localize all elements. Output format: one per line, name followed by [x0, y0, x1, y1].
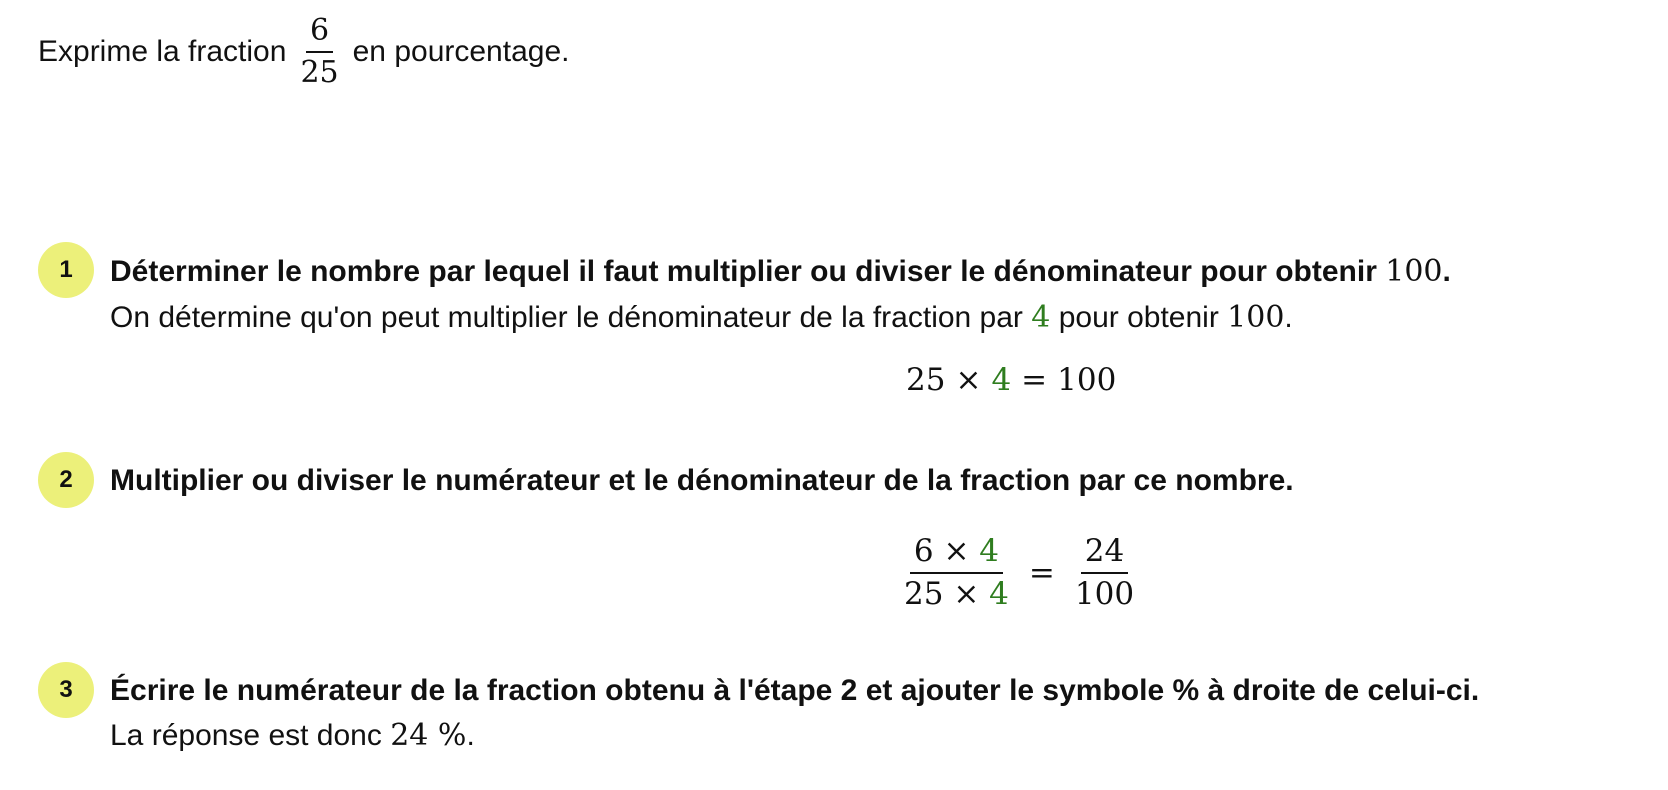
question-text-before: Exprime la fraction [38, 35, 287, 68]
step-3-answer: 24 % [390, 718, 467, 753]
step-1-title-text: Déterminer le nombre par lequel il faut multiplier ou diviser le dénominateur pour obtenir [110, 255, 1377, 288]
step-1-text [110, 300, 1293, 335]
step-1-eq-b: 4 [991, 362, 1012, 398]
step-2-equation [894, 533, 1144, 612]
step-1-text-before: On détermine qu'on peut multiplier le dénominateur de la fraction par [110, 301, 1023, 334]
question-fraction [296, 13, 342, 90]
step-2-eq-equals: = [1028, 555, 1055, 591]
step-2-left-fraction [900, 533, 1013, 612]
step-1-text-factor: 4 [1031, 300, 1051, 335]
step-2-num-b: 4 [979, 533, 1000, 569]
step-2-badge: 2 [38, 452, 94, 508]
step-1-text-end: . [1284, 301, 1293, 334]
step-3-text-end: . [466, 719, 475, 752]
step-1-equation [906, 362, 1116, 398]
step-2-num-times: × [943, 533, 970, 569]
step-2-right-fraction [1071, 533, 1138, 612]
step-1-badge: 1 [38, 242, 94, 298]
step-1-title-math: 100 [1385, 254, 1443, 289]
step-1-eq-times: × [955, 362, 982, 398]
step-1-eq-result: 100 [1057, 362, 1117, 398]
step-2-den-times: × [953, 576, 980, 612]
question-text-after: en pourcentage. [352, 35, 570, 68]
step-3-text [110, 718, 475, 753]
step-1-eq-a: 25 [906, 362, 946, 398]
step-3-title: Écrire le numérateur de la fraction obtenu à l'étape 2 et ajouter le symbole % à droite de celui-ci. [110, 674, 1480, 707]
question-fraction-denominator: 25 [300, 55, 339, 90]
question [38, 13, 570, 90]
step-2-title: Multiplier ou diviser le numérateur et le dénominateur de la fraction par ce nombre. [110, 464, 1294, 497]
step-3-badge: 3 [38, 662, 94, 718]
step-1-eq-equals: = [1021, 362, 1048, 398]
step-2-left-numerator [910, 533, 1003, 574]
step-3-text-before: La réponse est donc [110, 719, 382, 752]
step-2-num-a: 6 [913, 533, 934, 569]
step-1-text-value: 100 [1227, 300, 1285, 335]
question-fraction-numerator: 6 [306, 16, 333, 53]
step-2-den-b: 4 [989, 576, 1009, 612]
step-1-text-mid: pour obtenir [1058, 301, 1219, 334]
step-2-right-numerator: 24 [1081, 536, 1128, 574]
step-2-den-a: 25 [904, 576, 944, 612]
step-2-left-denominator [900, 574, 1013, 610]
step-1-title-end: . [1442, 255, 1451, 288]
step-1-title [110, 254, 1451, 289]
step-2-right-denominator: 100 [1074, 576, 1135, 612]
